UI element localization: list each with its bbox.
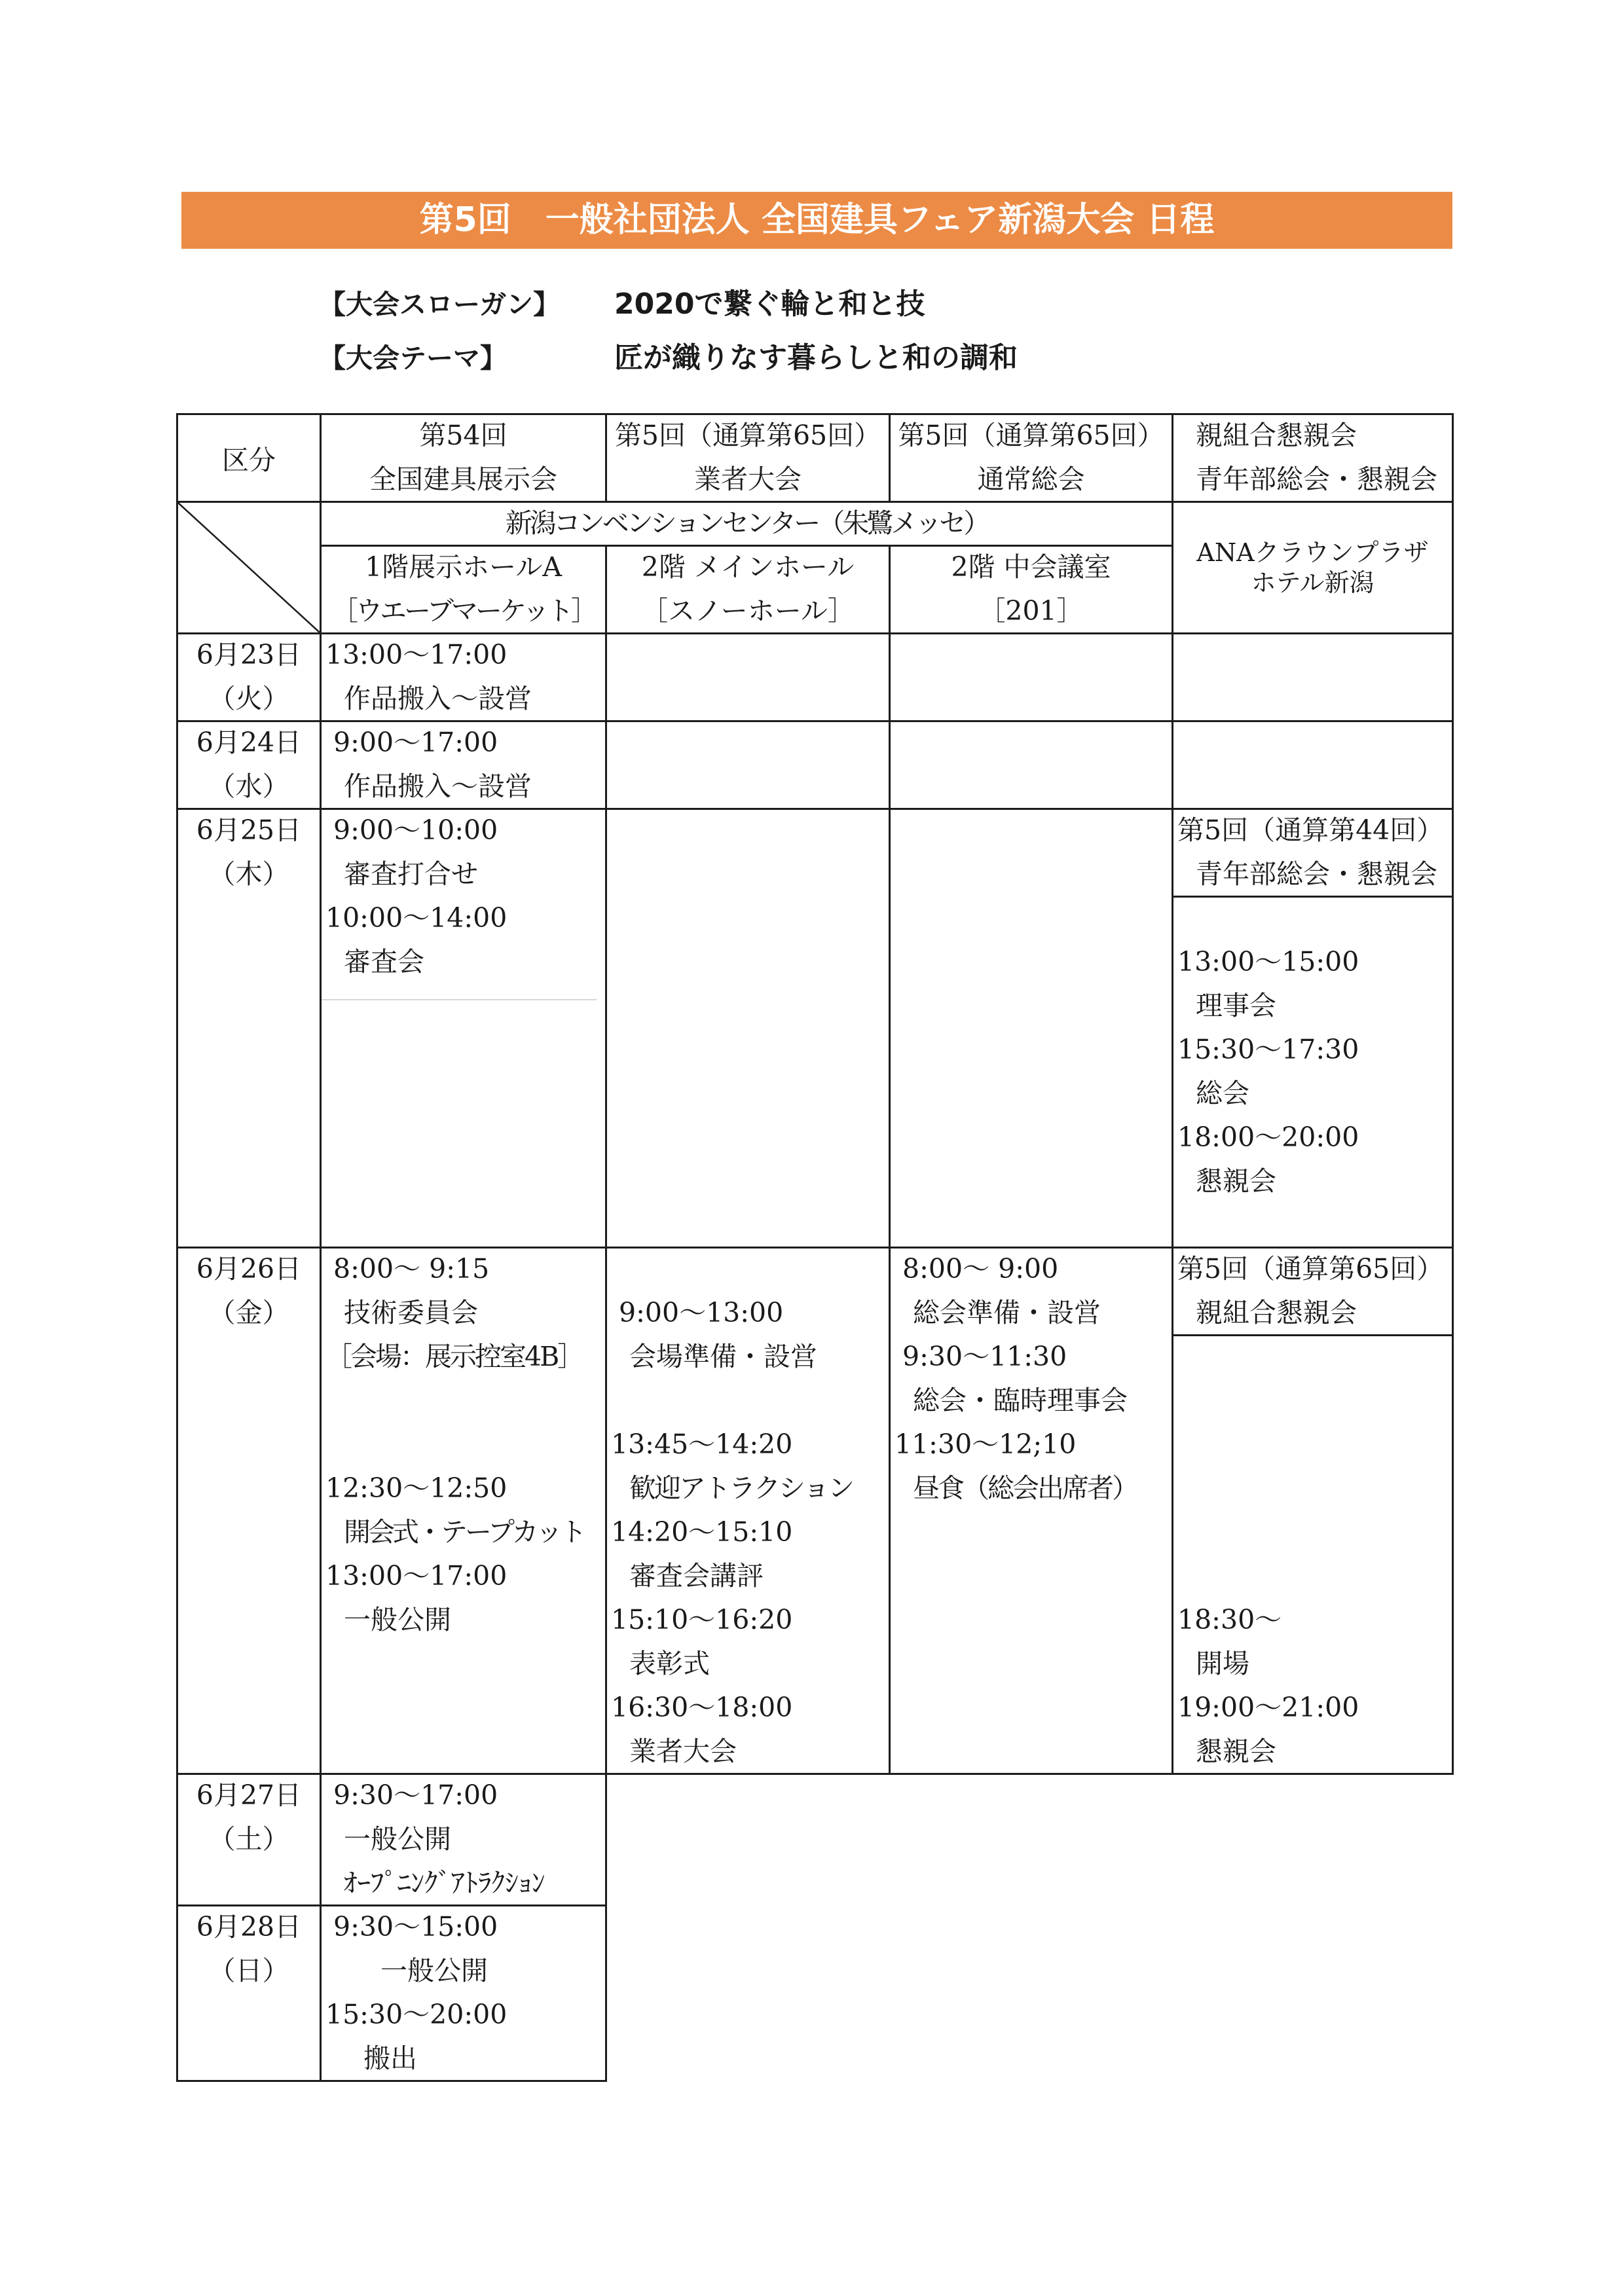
activity: 業者大会	[629, 1736, 737, 1767]
time: 18:30～	[1177, 1604, 1282, 1635]
category-label: 区分	[222, 445, 276, 476]
general-meeting-cell	[889, 1247, 1173, 1775]
event-name: 全国建具展示会	[369, 464, 557, 495]
hotel-event-name: 親組合懇親会	[1196, 1297, 1357, 1328]
activity: 懇親会	[1196, 1736, 1276, 1767]
date-cell	[176, 720, 322, 810]
activity: 開場	[1196, 1648, 1249, 1679]
activity: ｵｰﾌﾟﾆﾝｸﾞｱﾄﾗｸｼｮﾝ	[344, 1867, 545, 1899]
weekday: （木）	[208, 858, 289, 890]
time: 11:30～12;10	[895, 1429, 1077, 1460]
hotel-venue-cell	[1172, 501, 1454, 634]
weekday: （金）	[208, 1297, 289, 1328]
slogan-label: 【大会スローガン】	[319, 289, 561, 320]
hotel-cell	[1172, 720, 1454, 810]
time: 9:30～17:00	[333, 1779, 498, 1811]
hotel-heading-cell	[1172, 1247, 1454, 1336]
date-cell	[176, 1247, 322, 1775]
activity: 審査打合せ	[344, 858, 478, 890]
date-cell	[176, 808, 322, 1248]
room-name: ［201］	[978, 595, 1084, 627]
event-name: 親組合懇親会	[1196, 420, 1357, 451]
time: 18:00～20:00	[1177, 1121, 1359, 1153]
date-cell	[176, 1773, 322, 1906]
time: 14:20～15:10	[611, 1516, 793, 1548]
header-convention-cell	[605, 413, 891, 503]
room-floor: 1階展示ホールA	[365, 551, 562, 583]
activity: 懇親会	[1196, 1165, 1276, 1197]
exhibition-cell	[320, 1773, 607, 1906]
time: 9:30～11:30	[902, 1341, 1067, 1372]
date: 6月25日	[196, 814, 302, 846]
activity: 一般公開	[380, 1955, 488, 1986]
room-cell	[320, 545, 607, 634]
convention-cell	[605, 632, 891, 722]
event-number: 第5回（通算第65回）	[898, 420, 1164, 451]
time: 9:00～17:00	[333, 727, 498, 758]
diagonal-line	[178, 503, 320, 632]
exhibition-cell	[320, 720, 607, 810]
date: 6月27日	[196, 1779, 302, 1811]
activity: 作品搬入～設営	[344, 683, 532, 714]
time: 8:00～ 9:15	[333, 1253, 490, 1285]
time: 19:00～21:00	[1177, 1692, 1359, 1723]
time: 15:10～16:20	[611, 1604, 793, 1635]
activity: 会場準備・設営	[629, 1341, 817, 1372]
activity: 昼食（総会出席者）	[913, 1472, 1137, 1504]
location-note: ［会場：展示控室4B］	[325, 1341, 583, 1372]
event-name: 青年部総会・懇親会	[1196, 464, 1437, 495]
room-floor: 2階 メインホール	[641, 551, 855, 583]
activity: 総会準備・設営	[913, 1297, 1101, 1328]
time: 8:00～ 9:00	[902, 1253, 1059, 1285]
time: 13:00～17:00	[325, 639, 507, 670]
exhibition-cell	[320, 1904, 607, 2082]
convention-cell	[605, 808, 891, 1248]
theme-text: 匠が織りなす暮らしと和の調和	[614, 341, 1018, 374]
hotel-cell	[1172, 1334, 1454, 1775]
room-name: ［スノーホール］	[641, 595, 855, 627]
event-name: 通常総会	[977, 464, 1085, 495]
hotel-name: ホテル新潟	[1251, 568, 1375, 597]
activity: 表彰式	[629, 1648, 710, 1679]
faint-rule	[322, 999, 597, 1000]
time: 12:30～12:50	[325, 1472, 507, 1504]
exhibition-cell	[320, 808, 607, 1248]
weekday: （日）	[208, 1955, 289, 1986]
time: 10:00～14:00	[325, 902, 507, 934]
activity: 技術委員会	[344, 1297, 478, 1328]
weekday: （水）	[208, 771, 289, 802]
activity: 作品搬入～設営	[344, 771, 532, 802]
date: 6月24日	[196, 727, 302, 758]
event-name: 業者大会	[694, 464, 802, 495]
hotel-heading-cell	[1172, 808, 1454, 898]
activity: 総会・臨時理事会	[913, 1385, 1128, 1416]
exhibition-cell	[320, 1247, 607, 1775]
header-exhibition-cell	[320, 413, 607, 503]
time: 9:30～15:00	[333, 1911, 498, 1942]
slogan-text: 2020で繋ぐ輪と和と技	[614, 287, 925, 321]
activity: 一般公開	[344, 1604, 451, 1635]
date: 6月26日	[196, 1253, 302, 1285]
time: 16:30～18:00	[611, 1692, 793, 1723]
header-general-meeting-cell	[889, 413, 1173, 503]
header-category-cell	[176, 413, 322, 503]
event-number: 第54回	[419, 420, 507, 451]
title-bar: 第5回 一般社団法人 全国建具フェア新潟大会 日程	[181, 192, 1452, 249]
room-floor: 2階 中会議室	[951, 551, 1111, 583]
time: 13:45～14:20	[611, 1429, 793, 1460]
activity: 搬出	[363, 2043, 417, 2074]
theme-label: 【大会テーマ】	[319, 342, 507, 374]
activity: 歓迎アトラクション	[629, 1472, 853, 1504]
time: 9:00～13:00	[619, 1297, 784, 1328]
room-cell	[605, 545, 891, 634]
date-cell	[176, 1904, 322, 2082]
time: 13:00～15:00	[1177, 946, 1359, 977]
date: 6月23日	[196, 639, 302, 670]
time: 9:00～10:00	[333, 814, 498, 846]
date-cell	[176, 632, 322, 722]
hotel-name: ANAクラウンプラザ	[1196, 538, 1429, 567]
activity: 理事会	[1196, 990, 1276, 1021]
convention-cell	[605, 720, 891, 810]
activity: 審査会講評	[629, 1560, 764, 1592]
hotel-cell	[1172, 632, 1454, 722]
hotel-event-number: 第5回（通算第65回）	[1177, 1253, 1444, 1285]
general-meeting-cell	[889, 808, 1173, 1248]
hotel-cell	[1172, 896, 1454, 1248]
room-cell	[889, 545, 1173, 634]
general-meeting-cell	[889, 720, 1173, 810]
time: 15:30～20:00	[325, 1999, 507, 2030]
exhibition-cell	[320, 632, 607, 722]
activity: 開会式・テープカット	[344, 1516, 585, 1548]
time: 15:30～17:30	[1177, 1034, 1359, 1065]
time: 13:00～17:00	[325, 1560, 507, 1592]
hotel-event-number: 第5回（通算第44回）	[1177, 814, 1444, 846]
venue-center-cell	[320, 501, 1173, 547]
header-social-cell	[1172, 413, 1454, 503]
weekday: （土）	[208, 1823, 289, 1855]
hotel-event-name: 青年部総会・懇親会	[1196, 858, 1437, 890]
weekday: （火）	[208, 683, 289, 714]
convention-cell	[605, 1247, 891, 1775]
activity: 審査会	[344, 946, 424, 977]
room-name: ［ウエーブマーケット］	[331, 595, 595, 627]
general-meeting-cell	[889, 632, 1173, 722]
date: 6月28日	[196, 1911, 302, 1942]
venue-center-name: 新潟コンベンションセンター（朱鷺メッセ）	[505, 507, 988, 539]
activity: 一般公開	[344, 1823, 451, 1855]
diagonal-corner-cell	[176, 501, 322, 634]
activity: 総会	[1196, 1078, 1249, 1109]
event-number: 第5回（通算第65回）	[614, 420, 881, 451]
